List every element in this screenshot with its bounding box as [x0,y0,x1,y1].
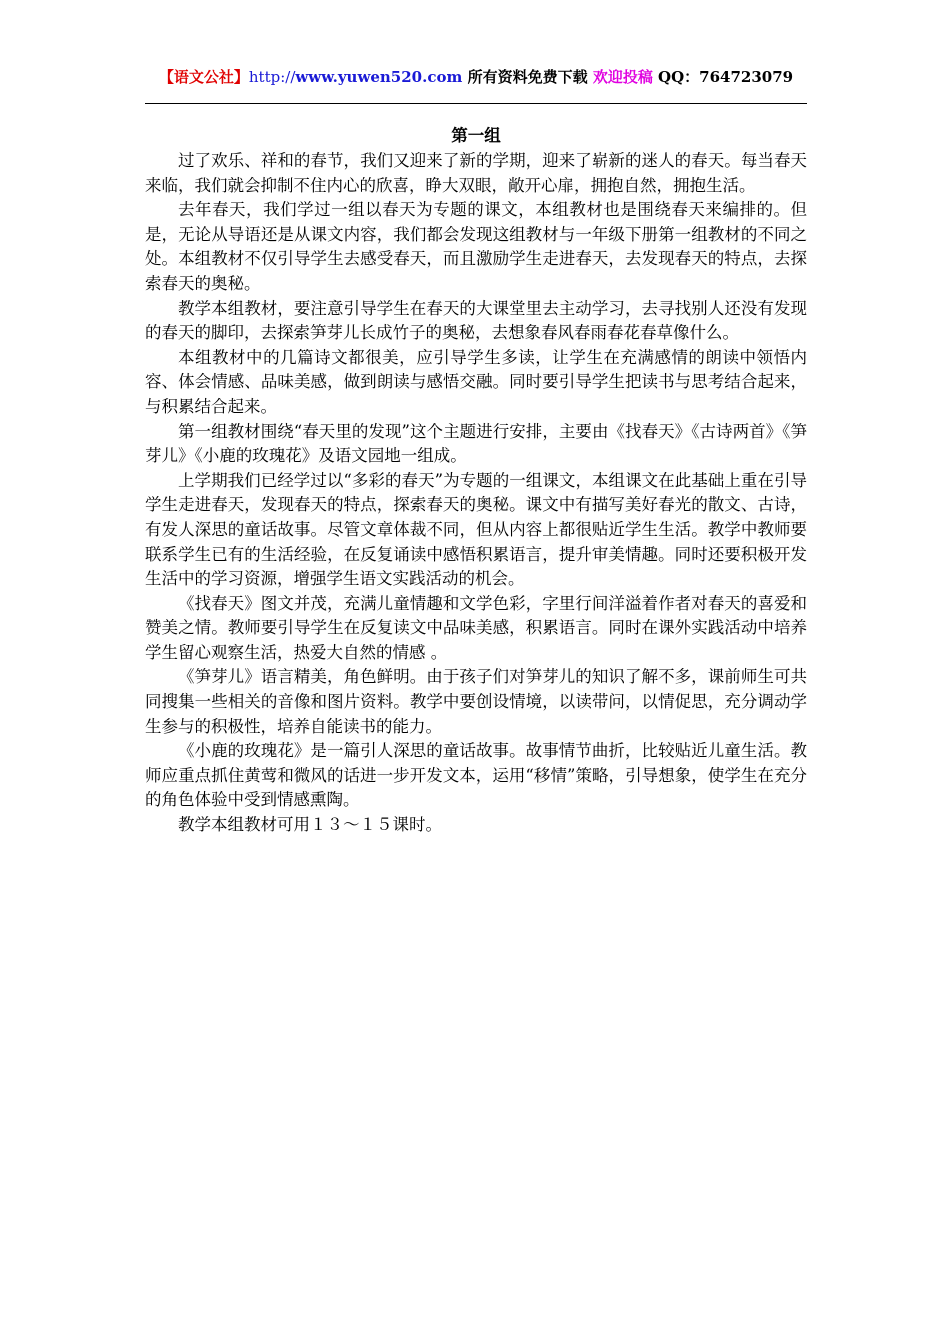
document-body [145,149,807,838]
header-divider [145,103,807,104]
document-title: 第一组 [451,126,501,145]
paragraph: 《找春天》图文并茂，充满儿童情趣和文学色彩，字里行间洋溢着作者对春天的喜爱和赞美之情。教师要引导学生在反复读文中品味美感，积累语言。同时在课外实践活动中培养学生留心观察生活，热爱大自然的情感 。 [145,593,807,662]
paragraph: 过了欢乐、祥和的春节，我们又迎来了新的学期，迎来了崭新的迷人的春天。每当春天来临，我们就会抑制不住内心的欣喜，睁大双眼，敞开心扉，拥抱自然，拥抱生活。 [145,151,807,195]
free-download-text: 所有资料免费下载 [462,68,593,86]
paragraph: 教学本组教材，要注意引导学生在春天的大课堂里去主动学习，去寻找别人还没有发现的春天的脚印，去探索笋芽儿长成竹子的奥秘，去想象春风春雨春花春草像什么。 [145,298,807,343]
site-url-prefix[interactable]: http:// [248,68,296,86]
site-header [145,66,807,88]
qq-contact-text: QQ：764723079 [652,68,794,86]
welcome-submission-text: 欢迎投稿 [592,68,653,86]
paragraph: 第一组教材围绕“春天里的发现”这个主题进行安排，主要由《找春天》《古诗两首》《笋芽儿》《小鹿的玫瑰花》及语文园地一组成。 [145,421,807,466]
site-brand: 【语文公社】 [158,68,249,86]
paragraph: 《笋芽儿》语言精美，角色鲜明。由于孩子们对笋芽儿的知识了解不多，课前师生可共同搜集一些相关的音像和图片资料。教学中要创设情境，以读带问，以情促思，充分调动学生参与的积极性，培养自能读书的能力。 [145,667,807,736]
paragraph: 上学期我们已经学过以“多彩的春天”为专题的一组课文，本组课文在此基础上重在引导学生走进春天，发现春天的特点，探索春天的奥秘。课文中有描写美好春光的散文、古诗，有发人深思的童话故事。尽管文章体裁不同，但从内容上都很贴近学生生活。教学中教师要联系学生已有的生活经验，在反复诵读中感悟积累语言，提升审美情趣。同时还要积极开发生活中的学习资源，增强学生语文实践活动的机会。 [145,470,807,589]
paragraph: 去年春天，我们学过一组以春天为专题的课文，本组教材也是围绕春天来编排的。但是，无论从导语还是从课文内容，我们都会发现这组教材与一年级下册第一组教材的不同之处。本组教材不仅引导学生去感受春天，而且激励学生走进春天，去发现春天的特点，去探索春天的奥秘。 [145,200,807,293]
paragraph: 《小鹿的玫瑰花》是一篇引人深思的童话故事。故事情节曲折，比较贴近儿童生活。教师应重点抓住黄莺和微风的话进一步开发文本，运用“移情”策略，引导想象，使学生在充分的角色体验中受到情感熏陶。 [145,741,807,810]
site-url-link[interactable]: www.yuwen520.com [295,68,463,86]
paragraph: 本组教材中的几篇诗文都很美，应引导学生多读，让学生在充满感情的朗读中领悟内容、体会情感、品味美感，做到朗读与感悟交融。同时要引导学生把读书与思考结合起来，与积累结合起来。 [145,347,807,416]
paragraph: 教学本组教材可用１３～１５课时。 [178,815,442,835]
